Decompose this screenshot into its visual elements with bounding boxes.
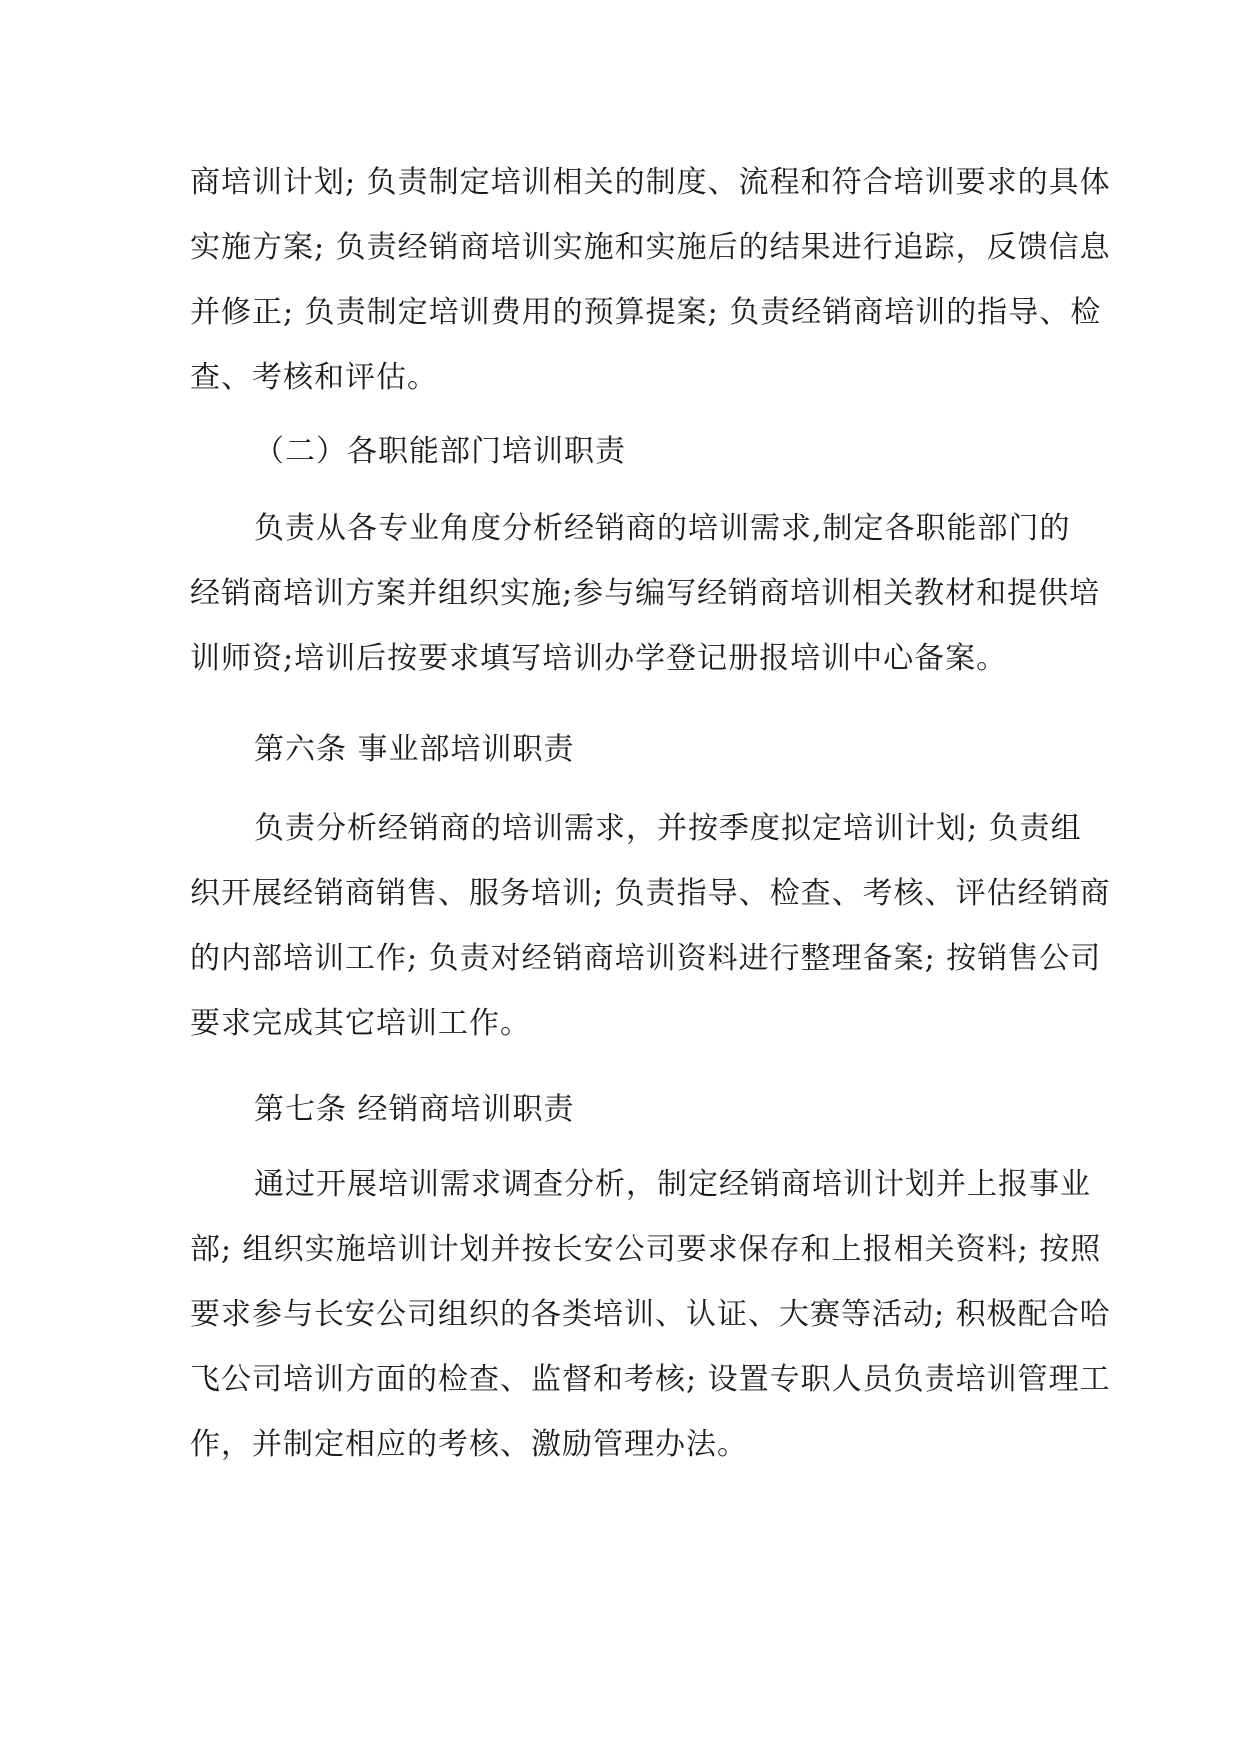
- paragraph-line: 的内部培训工作; 负责对经销商培训资料进行整理备案; 按销售公司: [190, 941, 1102, 976]
- paragraph-line: 织开展经销商销售、服务培训; 负责指导、检查、考核、评估经销商: [190, 876, 1111, 911]
- article-heading: 第七条 经销商培训职责: [254, 1092, 575, 1127]
- article-heading: 第六条 事业部培训职责: [254, 732, 575, 767]
- paragraph-line: 查、考核和评估。: [190, 360, 438, 395]
- paragraph-line: 部; 组织实施培训计划并按长安公司要求保存和上报相关资料; 按照: [190, 1232, 1102, 1267]
- paragraph-line: 作，并制定相应的考核、激励管理办法。: [190, 1427, 748, 1462]
- paragraph-line: 要求完成其它培训工作。: [190, 1006, 531, 1041]
- paragraph-line: 负责从各专业角度分析经销商的培训需求,制定各职能部门的: [254, 511, 1071, 546]
- paragraph-line: 商培训计划; 负责制定培训相关的制度、流程和符合培训要求的具体: [190, 165, 1111, 200]
- paragraph-line: 并修正; 负责制定培训费用的预算提案; 负责经销商培训的指导、检: [190, 295, 1102, 330]
- paragraph-line: 经销商培训方案并组织实施;参与编写经销商培训相关教材和提供培: [190, 576, 1101, 611]
- paragraph-line: 负责分析经销商的培训需求，并按季度拟定培训计划; 负责组: [254, 811, 1082, 846]
- section-heading: （二）各职能部门培训职责: [254, 434, 626, 469]
- paragraph-line: 飞公司培训方面的检查、监督和考核; 设置专职人员负责培训管理工: [190, 1362, 1111, 1397]
- paragraph-line: 训师资;培训后按要求填写培训办学登记册报培训中心备案。: [190, 641, 1008, 676]
- paragraph-line: 通过开展培训需求调查分析，制定经销商培训计划并上报事业: [254, 1167, 1091, 1202]
- paragraph-line: 实施方案; 负责经销商培训实施和实施后的结果进行追踪，反馈信息: [190, 230, 1111, 265]
- paragraph-line: 要求参与长安公司组织的各类培训、认证、大赛等活动; 积极配合哈: [190, 1297, 1111, 1332]
